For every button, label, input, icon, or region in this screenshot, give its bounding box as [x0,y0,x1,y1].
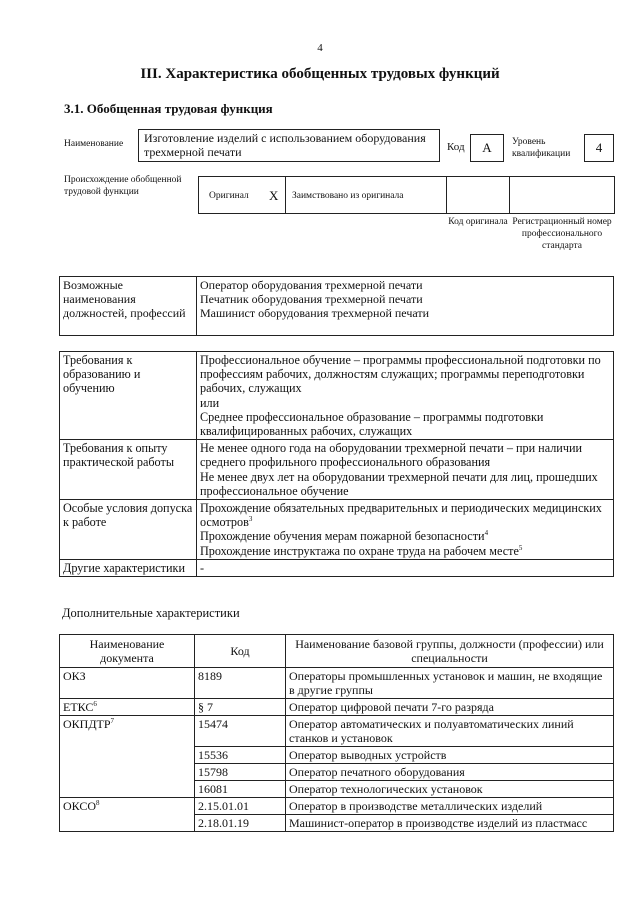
admission-line: Прохождение инструктажа по охране труда на рабочем месте$^5$ [200,543,523,558]
table-row [60,798,614,815]
other-label: Другие характеристики [60,559,197,576]
experience-line: Не менее двух лет на оборудовании трехмерной печати для лиц, прошедших профессиональное обучение [200,469,598,498]
doc-name: ЕТКС [63,700,94,714]
name-cell: Оператор печатного оборудования [286,764,614,781]
doc-cell [60,668,195,699]
table-row [60,277,614,336]
origin-reg-cell [509,176,615,214]
table-row [60,500,614,560]
additional-table-body [60,668,614,832]
table-row [60,440,614,500]
footnote-mark: 4 [484,529,489,538]
education-line: Профессиональное обучение – программы профессиональной подготовки по профессиям рабочих, должностям служащих; программы переподготовки рабочих, служащих [200,353,601,396]
borrowed-label: Заимствовано из оригинала [292,191,404,201]
function-name-box [138,129,440,162]
additional-title: Дополнительные характеристики [62,606,240,620]
original-label: Оригинал [209,191,249,201]
positions-values [197,277,614,336]
footnote-mark: 8 [96,799,100,807]
subsection-title: 3.1. Обобщенная трудовая функция [64,101,273,116]
code-cell: 2.15.01.01 [195,798,286,815]
positions-label: Возможные наименования должностей, профессий [60,277,197,336]
admission-line: Прохождение обязательных предварительных и периодических медицинских осмотров$^3$ [200,501,602,530]
name-cell: Оператор технологических установок [286,781,614,798]
name-cell: Машинист-оператор в производстве изделий из пластмасс [286,815,614,832]
positions-table [59,276,614,336]
doc-name: ОКЗ [63,669,86,683]
origin-label: Происхождение обобщенной трудовой функции [64,175,182,197]
admission-label: Особые условия допуска к работе [60,500,197,560]
name-cell: Оператор автоматических и полуавтоматических линий станков и установок [286,716,614,747]
code-cell: § 7 [195,699,286,716]
code-cell: 16081 [195,781,286,798]
section-title: III. Характеристика обобщенных трудовых функций [140,66,500,82]
table-header-row [60,635,614,668]
code-label: Код [447,141,465,153]
page-number: 4 [317,42,323,54]
table-row [60,699,614,716]
origin-code-cell [446,176,510,214]
doc-cell [60,699,195,716]
footnote-mark: 6 [93,700,97,708]
table-row [60,716,614,747]
education-line: или [200,395,220,410]
code-cell: 15536 [195,747,286,764]
education-line: Среднее профессиональное образование – программы подготовки квалифицированных рабочих, служащих [200,409,544,439]
origin-code-caption: Код оригинала [448,217,508,227]
code-value: А [482,140,492,155]
name-cell: Оператор в производстве металлических изделий [286,798,614,815]
name-cell: Операторы промышленных установок и машин, не входящие в другие группы [286,668,614,699]
position-item: Оператор оборудования трехмерной печати [200,278,423,292]
code-cell: 2.18.01.19 [195,815,286,832]
level-label: Уровень квалификации [512,137,571,159]
origin-reg-caption: Регистрационный номер профессионального стандарта [512,217,612,251]
level-box [584,134,614,162]
code-cell: 8189 [195,668,286,699]
doc-name: ОКСО [63,799,97,813]
position-item: Машинист оборудования трехмерной печати [200,306,430,320]
table-row [60,668,614,699]
code-cell: 15798 [195,764,286,781]
table-row [60,352,614,440]
code-box [470,134,504,162]
education-label: Требования к образованию и обучению [60,352,197,440]
position-item: Печатник оборудования трехмерной печати [200,292,423,306]
additional-table [59,634,614,832]
other-line: - [200,560,205,575]
header-name: Наименование базовой группы, должности (профессии) или специальности [286,635,614,668]
name-label: Наименование [64,139,124,149]
doc-cell [60,716,195,798]
header-code: Код [195,635,286,668]
doc-cell [60,798,195,832]
footnote-mark: 5 [518,543,523,552]
name-cell: Оператор цифровой печати 7-го разряда [286,699,614,716]
footnote-mark: 3 [248,515,253,524]
experience-line: Не менее одного года на оборудовании трехмерной печати – при наличии среднего профильного профессионального образования [200,441,582,470]
admission-values [197,500,614,560]
requirements-table [59,351,614,577]
table-row [60,559,614,576]
level-value: 4 [595,140,603,155]
other-values [197,559,614,576]
education-values [197,352,614,440]
footnote-mark: 7 [110,717,115,725]
header-doc: Наименование документа [60,635,195,668]
name-cell: Оператор выводных устройств [286,747,614,764]
experience-values [197,440,614,500]
origin-original-cell [198,176,286,214]
doc-name: ОКПДТР [63,717,111,731]
admission-line: Прохождение обучения мерам пожарной безопасности$^4$ [200,529,489,544]
original-mark: Х [269,188,279,203]
code-cell: 15474 [195,716,286,747]
experience-label: Требования к опыту практической работы [60,440,197,500]
function-name-value: Изготовление изделий с использованием оборудования трехмерной печати [144,131,426,159]
origin-borrowed-cell [285,176,447,214]
